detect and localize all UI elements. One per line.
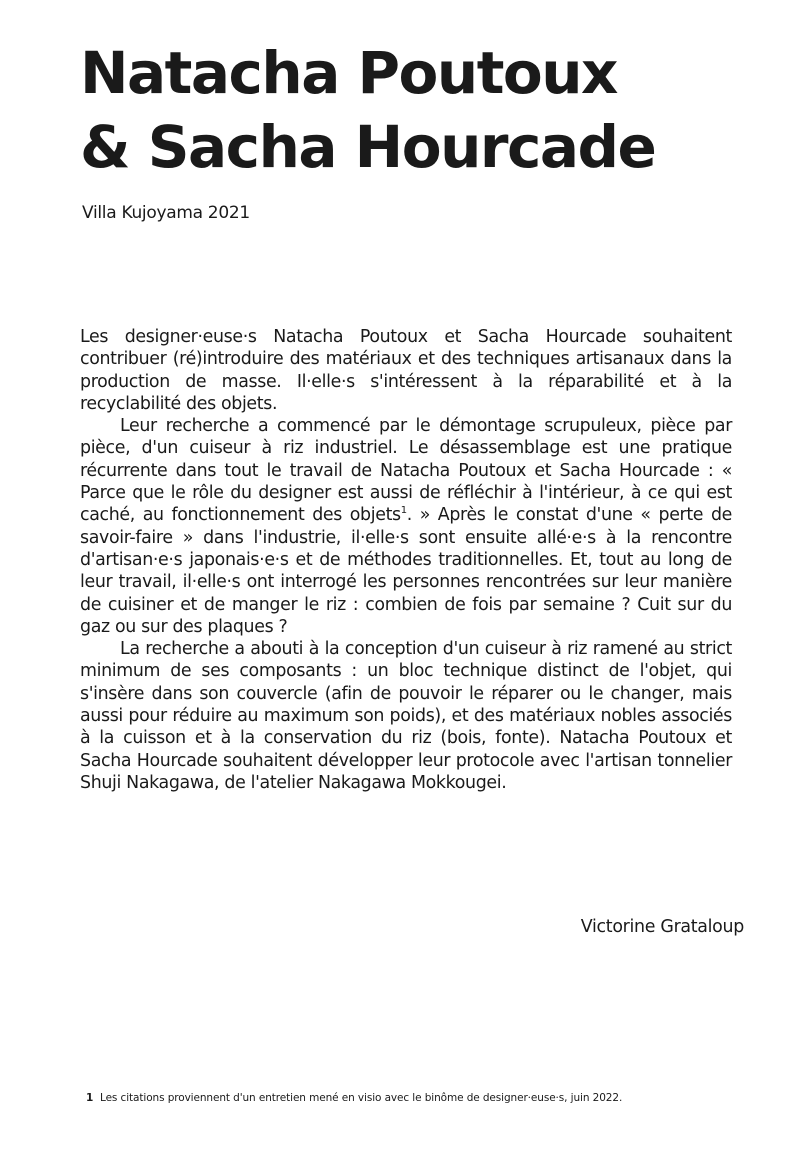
paragraph-2-text-a: Leur recherche a commencé par le démontage scrupuleux, pièce par pièce, d'un cuiseur à riz industriel. Le désassemblage est une pratique récurrente dans tout le travail de Natacha Poutoux et Sacha Hourcade : « Parce que le rôle du designer est aussi de réfléchir à l'intérieur, à ce qui est caché, au fonctionnement des objets	[80, 416, 732, 526]
title-line-1: Natacha Poutoux	[80, 39, 617, 107]
paragraph-2-text-b: . » Après le constat d'une « perte de savoir-faire » dans l'industrie, il·elle·s sont ensuite allé·e·s à la rencontre d'artisan·e·s japonais·e·s et de méthodes traditionnelles. Et, tout au long de leur travail, il·elle·s ont interrogé les personnes rencontrées sur leur manière de cuisiner et de manger le riz : combien de fois par semaine ? Cuit sur du gaz ou sur des plaques ?	[80, 505, 732, 637]
paragraph-1: Les designer·euse·s Natacha Poutoux et Sacha Hourcade souhaitent contribuer (ré)introduire des matériaux et des techniques artisanaux dans la production de masse. Il·elle·s s'intéressent à la réparabilité et à la recyclabilité des objets.	[80, 327, 732, 414]
footnote	[86, 1092, 622, 1105]
paragraph-2	[80, 415, 732, 638]
page-title	[80, 36, 655, 184]
author-signature: Victorine Grataloup	[580, 917, 744, 937]
footnote-reference[interactable]: 1	[400, 505, 407, 517]
article-body	[80, 326, 732, 794]
title-line-2: & Sacha Hourcade	[80, 113, 656, 181]
paragraph-3: La recherche a abouti à la conception d'un cuiseur à riz ramené au strict minimum de ses composants : un bloc technique distinct de l'objet, qui s'insère dans son couvercle (afin de pouvoir le réparer ou le changer, mais aussi pour réduire au maximum son poids), et des matériaux nobles associés à la cuisson et à la conservation du riz (bois, fonte). Natacha Poutoux et Sacha Hourcade souhaitent développer leur protocole avec l'artisan tonnelier Shuji Nakagawa, de l'atelier Nakagawa Mokkougei.	[80, 639, 732, 793]
subtitle: Villa Kujoyama 2021	[82, 203, 250, 223]
footnote-text: Les citations proviennent d'un entretien mené en visio avec le binôme de designer·euse·s, juin 2022.	[100, 1092, 623, 1104]
footnote-number: 1	[86, 1092, 94, 1104]
